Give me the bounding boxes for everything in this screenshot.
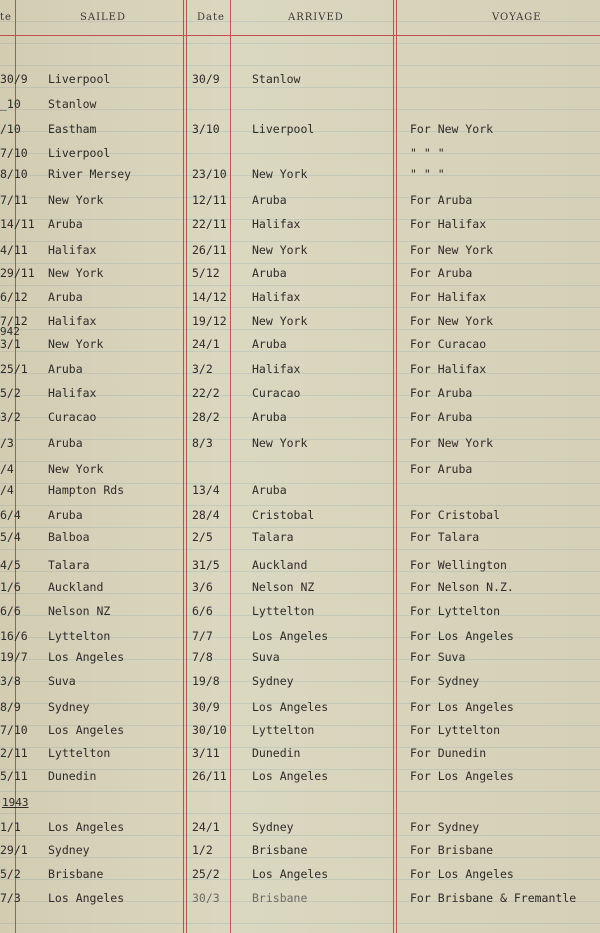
row-18-arrived-date: 28/4: [192, 508, 220, 522]
row-20-sailed-port: Talara: [48, 558, 90, 572]
row-11-arrived-date: 24/1: [192, 337, 220, 351]
row-10-sailed-date: 7/12: [0, 314, 28, 328]
row-32-voyage: For Los Angeles: [410, 867, 514, 881]
row-20-arrived-port: Auckland: [252, 558, 308, 572]
year-marker-1942: 942: [0, 325, 20, 338]
row-27-arrived-port: Lyttelton: [252, 723, 315, 737]
row-13-voyage: For Aruba: [410, 386, 473, 400]
row-13-sailed-date: 5/2: [0, 386, 21, 400]
row-29-sailed-date: 5/11: [0, 769, 28, 783]
row-19-arrived-date: 2/5: [192, 530, 213, 544]
row-18-voyage: For Cristobal: [410, 508, 501, 522]
row-19-arrived-port: Talara: [252, 530, 294, 544]
row-31-sailed-date: 29/1: [0, 843, 28, 857]
header-date: Date: [197, 12, 225, 23]
row-29-voyage: For Los Angeles: [410, 769, 514, 783]
row-21-arrived-date: 3/6: [192, 580, 213, 594]
row-32-arrived-date: 25/2: [192, 867, 220, 881]
row-15-sailed-port: Aruba: [48, 436, 83, 450]
row-16-voyage: For Aruba: [410, 462, 473, 476]
column-rule-sailed: [183, 0, 184, 933]
row-8-arrived-port: Aruba: [252, 266, 287, 280]
row-23-arrived-port: Los Angeles: [252, 629, 329, 643]
row-9-arrived-port: Halifax: [252, 290, 301, 304]
row-19-sailed-date: 5/4: [0, 530, 21, 544]
row-9-sailed-date: 6/12: [0, 290, 28, 304]
row-22-sailed-port: Nelson NZ: [48, 604, 111, 618]
row-21-sailed-port: Auckland: [48, 580, 104, 594]
row-33-sailed-date: 7/3: [0, 891, 21, 905]
row-22-arrived-date: 6/6: [192, 604, 213, 618]
row-12-sailed-date: 25/1: [0, 362, 28, 376]
row-29-sailed-port: Dunedin: [48, 769, 97, 783]
column-rule-date: [15, 0, 16, 933]
row-11-arrived-port: Aruba: [252, 337, 287, 351]
row-14-sailed-date: 3/2: [0, 410, 21, 424]
row-26-arrived-port: Los Angeles: [252, 700, 329, 714]
row-25-voyage: For Sydney: [410, 674, 480, 688]
row-6-sailed-date: 14/11: [0, 217, 35, 231]
row-24-sailed-port: Los Angeles: [48, 650, 125, 664]
row-25-arrived-port: Sydney: [252, 674, 294, 688]
row-8-voyage: For Aruba: [410, 266, 473, 280]
row-31-arrived-port: Brisbane: [252, 843, 308, 857]
row-6-voyage: For Halifax: [410, 217, 487, 231]
row-6-sailed-port: Aruba: [48, 217, 83, 231]
row-27-sailed-date: 7/10: [0, 723, 28, 737]
row-12-arrived-date: 3/2: [192, 362, 213, 376]
row-21-sailed-date: 1/6: [0, 580, 21, 594]
header-voyage: VOYAGE: [492, 12, 542, 23]
row-24-sailed-date: 19/7: [0, 650, 28, 664]
row-0-arrived-port: Stanlow: [252, 72, 301, 86]
row-6-arrived-date: 22/11: [192, 217, 227, 231]
row-19-voyage: For Talara: [410, 530, 480, 544]
row-9-sailed-port: Aruba: [48, 290, 83, 304]
row-3-voyage: " " ": [410, 146, 445, 160]
row-8-arrived-date: 5/12: [192, 266, 220, 280]
row-24-arrived-port: Suva: [252, 650, 280, 664]
row-16-sailed-port: New York: [48, 462, 104, 476]
header-rule: [0, 35, 600, 36]
row-15-arrived-date: 8/3: [192, 436, 213, 450]
row-22-sailed-date: 6/6: [0, 604, 21, 618]
header-date-left: te: [0, 12, 12, 23]
row-25-sailed-date: 3/8: [0, 674, 21, 688]
row-24-arrived-date: 7/8: [192, 650, 213, 664]
row-30-sailed-port: Los Angeles: [48, 820, 125, 834]
header-arrived: ARRIVED: [288, 12, 344, 23]
row-30-arrived-port: Sydney: [252, 820, 294, 834]
row-7-sailed-port: Halifax: [48, 243, 97, 257]
row-13-arrived-port: Curacao: [252, 386, 301, 400]
row-32-arrived-port: Los Angeles: [252, 867, 329, 881]
row-26-voyage: For Los Angeles: [410, 700, 514, 714]
row-28-sailed-date: 2/11: [0, 746, 28, 760]
row-4-arrived-port: New York: [252, 167, 308, 181]
row-16-sailed-date: /4: [0, 462, 14, 476]
row-23-sailed-port: Lyttelton: [48, 629, 111, 643]
row-4-sailed-port: River Mersey: [48, 167, 132, 181]
row-28-sailed-port: Lyttelton: [48, 746, 111, 760]
row-31-arrived-date: 1/2: [192, 843, 213, 857]
row-29-arrived-port: Los Angeles: [252, 769, 329, 783]
row-13-sailed-port: Halifax: [48, 386, 97, 400]
row-21-arrived-port: Nelson NZ: [252, 580, 315, 594]
row-0-sailed-port: Liverpool: [48, 72, 111, 86]
row-5-arrived-date: 12/11: [192, 193, 227, 207]
year-marker-1943: 1943: [2, 796, 29, 809]
row-5-arrived-port: Aruba: [252, 193, 287, 207]
row-10-voyage: For New York: [410, 314, 494, 328]
row-21-voyage: For Nelson N.Z.: [410, 580, 514, 594]
row-28-voyage: For Dunedin: [410, 746, 487, 760]
row-9-voyage: For Halifax: [410, 290, 487, 304]
row-9-arrived-date: 14/12: [192, 290, 227, 304]
row-32-sailed-date: 5/2: [0, 867, 21, 881]
row-24-voyage: For Suva: [410, 650, 466, 664]
row-5-voyage: For Aruba: [410, 193, 473, 207]
row-7-arrived-port: New York: [252, 243, 308, 257]
row-33-arrived-port: Brisbane: [252, 891, 308, 905]
row-17-sailed-date: /4: [0, 483, 14, 497]
row-20-voyage: For Wellington: [410, 558, 507, 572]
row-10-arrived-port: New York: [252, 314, 308, 328]
row-1-sailed-date: _10: [0, 97, 21, 111]
row-23-sailed-date: 16/6: [0, 629, 28, 643]
row-25-arrived-date: 19/8: [192, 674, 220, 688]
row-19-sailed-port: Balboa: [48, 530, 90, 544]
row-3-sailed-port: Liverpool: [48, 146, 111, 160]
row-33-sailed-port: Los Angeles: [48, 891, 125, 905]
row-20-arrived-date: 31/5: [192, 558, 220, 572]
row-15-arrived-port: New York: [252, 436, 308, 450]
row-2-arrived-port: Liverpool: [252, 122, 315, 136]
row-13-arrived-date: 22/2: [192, 386, 220, 400]
row-3-sailed-date: 7/10: [0, 146, 28, 160]
row-2-sailed-date: /10: [0, 122, 21, 136]
row-0-arrived-date: 30/9: [192, 72, 220, 86]
row-23-voyage: For Los Angeles: [410, 629, 514, 643]
row-2-sailed-port: Eastham: [48, 122, 97, 136]
row-10-sailed-port: Halifax: [48, 314, 97, 328]
row-27-voyage: For Lyttelton: [410, 723, 501, 737]
row-12-voyage: For Halifax: [410, 362, 487, 376]
row-25-sailed-port: Suva: [48, 674, 76, 688]
row-26-sailed-port: Sydney: [48, 700, 90, 714]
row-4-sailed-date: 8/10: [0, 167, 28, 181]
row-18-arrived-port: Cristobal: [252, 508, 315, 522]
row-12-sailed-port: Aruba: [48, 362, 83, 376]
row-30-sailed-date: 1/1: [0, 820, 21, 834]
row-2-voyage: For New York: [410, 122, 494, 136]
row-7-sailed-date: 4/11: [0, 243, 28, 257]
row-28-arrived-port: Dunedin: [252, 746, 301, 760]
row-15-voyage: For New York: [410, 436, 494, 450]
row-14-arrived-port: Aruba: [252, 410, 287, 424]
row-33-voyage: For Brisbane & Fremantle: [410, 891, 577, 905]
column-rule-arrived: [393, 0, 394, 933]
row-14-voyage: For Aruba: [410, 410, 473, 424]
row-27-arrived-date: 30/10: [192, 723, 227, 737]
row-30-voyage: For Sydney: [410, 820, 480, 834]
row-20-sailed-date: 4/5: [0, 558, 21, 572]
row-7-arrived-date: 26/11: [192, 243, 227, 257]
row-29-arrived-date: 26/11: [192, 769, 227, 783]
row-6-arrived-port: Halifax: [252, 217, 301, 231]
row-1-sailed-port: Stanlow: [48, 97, 97, 111]
row-11-voyage: For Curacao: [410, 337, 487, 351]
row-8-sailed-date: 29/11: [0, 266, 35, 280]
row-10-arrived-date: 19/12: [192, 314, 227, 328]
row-12-arrived-port: Halifax: [252, 362, 301, 376]
row-15-sailed-date: /3: [0, 436, 14, 450]
row-27-sailed-port: Los Angeles: [48, 723, 125, 737]
row-4-voyage: " " ": [410, 167, 445, 181]
row-18-sailed-port: Aruba: [48, 508, 83, 522]
row-33-arrived-date: 30/3: [192, 891, 220, 905]
row-14-sailed-port: Curacao: [48, 410, 97, 424]
row-31-sailed-port: Sydney: [48, 843, 90, 857]
row-17-arrived-port: Aruba: [252, 483, 287, 497]
row-11-sailed-date: 3/1: [0, 337, 21, 351]
row-11-sailed-port: New York: [48, 337, 104, 351]
row-18-sailed-date: 6/4: [0, 508, 21, 522]
row-30-arrived-date: 24/1: [192, 820, 220, 834]
row-23-arrived-date: 7/7: [192, 629, 213, 643]
row-14-arrived-date: 28/2: [192, 410, 220, 424]
row-4-arrived-date: 23/10: [192, 167, 227, 181]
row-2-arrived-date: 3/10: [192, 122, 220, 136]
row-22-voyage: For Lyttelton: [410, 604, 501, 618]
row-32-sailed-port: Brisbane: [48, 867, 104, 881]
row-22-arrived-port: Lyttelton: [252, 604, 315, 618]
row-17-sailed-port: Hampton Rds: [48, 483, 125, 497]
row-8-sailed-port: New York: [48, 266, 104, 280]
column-rule-arrived-date: [230, 0, 231, 933]
row-28-arrived-date: 3/11: [192, 746, 220, 760]
row-5-sailed-date: 7/11: [0, 193, 28, 207]
row-17-arrived-date: 13/4: [192, 483, 220, 497]
row-26-arrived-date: 30/9: [192, 700, 220, 714]
row-5-sailed-port: New York: [48, 193, 104, 207]
header-sailed: SAILED: [80, 12, 126, 23]
row-26-sailed-date: 8/9: [0, 700, 21, 714]
row-31-voyage: For Brisbane: [410, 843, 494, 857]
row-0-sailed-date: 30/9: [0, 72, 28, 86]
row-7-voyage: For New York: [410, 243, 494, 257]
